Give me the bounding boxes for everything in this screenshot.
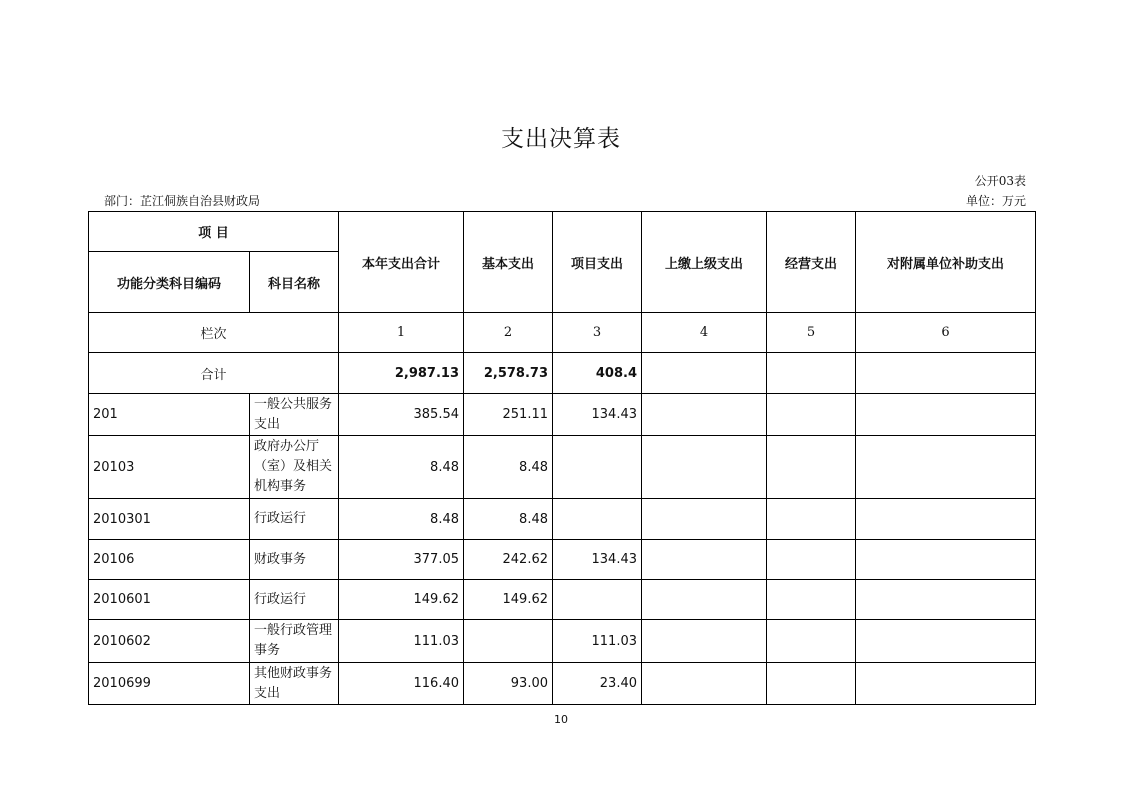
col-header-project: 项目支出 <box>553 212 642 313</box>
col-header-subsidy: 对附属单位补助支出 <box>856 212 1036 313</box>
row-value <box>553 580 642 620</box>
department-label: 部门：芷江侗族自治县财政局 <box>104 194 261 208</box>
col-header-operating: 经营支出 <box>767 212 856 313</box>
project-header: 项 目 <box>89 212 339 252</box>
row-value <box>464 620 553 663</box>
row-name: 政府办公厅（室）及相关机构事务 <box>250 436 339 499</box>
row-value: 149.62 <box>339 580 464 620</box>
row-value <box>767 436 856 499</box>
row-code: 20106 <box>89 540 250 580</box>
unit-label: 单位：万元 <box>965 194 1026 208</box>
row-value <box>642 580 767 620</box>
row-value <box>642 394 767 436</box>
row-name: 行政运行 <box>250 580 339 620</box>
row-value <box>553 499 642 540</box>
row-name: 行政运行 <box>250 499 339 540</box>
row-code: 20103 <box>89 436 250 499</box>
row-value <box>856 540 1036 580</box>
col-index: 6 <box>856 313 1036 353</box>
row-value <box>642 499 767 540</box>
col-index: 2 <box>464 313 553 353</box>
table-row <box>89 394 1036 436</box>
code-col-header: 功能分类科目编码 <box>89 252 250 313</box>
row-value <box>642 436 767 499</box>
total-value <box>642 353 767 394</box>
total-value: 2,578.73 <box>464 353 553 394</box>
table-row <box>89 499 1036 540</box>
row-name: 一般行政管理事务 <box>250 620 339 663</box>
row-value <box>642 540 767 580</box>
row-value <box>856 436 1036 499</box>
row-code: 2010602 <box>89 620 250 663</box>
row-value: 8.48 <box>339 436 464 499</box>
row-code: 2010699 <box>89 663 250 705</box>
row-code: 201 <box>89 394 250 436</box>
row-value <box>767 499 856 540</box>
header-row-1 <box>89 212 1036 252</box>
total-value <box>856 353 1036 394</box>
row-value: 116.40 <box>339 663 464 705</box>
col-header-remit: 上缴上级支出 <box>642 212 767 313</box>
total-label: 合计 <box>89 353 339 394</box>
row-value <box>856 620 1036 663</box>
col-index: 3 <box>553 313 642 353</box>
row-value <box>767 394 856 436</box>
row-name: 其他财政事务支出 <box>250 663 339 705</box>
row-value <box>642 663 767 705</box>
col-header-basic: 基本支出 <box>464 212 553 313</box>
total-row <box>89 353 1036 394</box>
table-row <box>89 620 1036 663</box>
total-value <box>767 353 856 394</box>
total-value: 408.4 <box>553 353 642 394</box>
row-value: 111.03 <box>553 620 642 663</box>
row-value: 377.05 <box>339 540 464 580</box>
row-value: 134.43 <box>553 394 642 436</box>
expenditure-table <box>88 211 1036 705</box>
total-value: 2,987.13 <box>339 353 464 394</box>
row-value: 134.43 <box>553 540 642 580</box>
row-value <box>767 580 856 620</box>
row-value <box>856 499 1036 540</box>
col-index: 5 <box>767 313 856 353</box>
row-value: 242.62 <box>464 540 553 580</box>
page-title: 支出决算表 <box>501 126 621 152</box>
row-value <box>856 580 1036 620</box>
row-value <box>856 663 1036 705</box>
row-name: 财政事务 <box>250 540 339 580</box>
form-number: 公开03表 <box>974 174 1026 188</box>
row-value <box>553 436 642 499</box>
col-index-row <box>89 313 1036 353</box>
table-row <box>89 580 1036 620</box>
row-value <box>642 620 767 663</box>
row-value: 111.03 <box>339 620 464 663</box>
row-value <box>856 394 1036 436</box>
row-name: 一般公共服务支出 <box>250 394 339 436</box>
col-header-total: 本年支出合计 <box>339 212 464 313</box>
col-index: 1 <box>339 313 464 353</box>
row-code: 2010601 <box>89 580 250 620</box>
row-value: 149.62 <box>464 580 553 620</box>
row-value <box>767 663 856 705</box>
table-row <box>89 540 1036 580</box>
row-code: 2010301 <box>89 499 250 540</box>
row-value <box>767 540 856 580</box>
page-number: 10 <box>554 713 568 726</box>
row-value: 385.54 <box>339 394 464 436</box>
row-value: 251.11 <box>464 394 553 436</box>
name-col-header: 科目名称 <box>250 252 339 313</box>
row-value: 8.48 <box>464 436 553 499</box>
col-index: 4 <box>642 313 767 353</box>
col-index-label: 栏次 <box>89 313 339 353</box>
table-row <box>89 663 1036 705</box>
row-value <box>767 620 856 663</box>
row-value: 8.48 <box>339 499 464 540</box>
row-value: 23.40 <box>553 663 642 705</box>
row-value: 8.48 <box>464 499 553 540</box>
table-row <box>89 436 1036 499</box>
row-value: 93.00 <box>464 663 553 705</box>
